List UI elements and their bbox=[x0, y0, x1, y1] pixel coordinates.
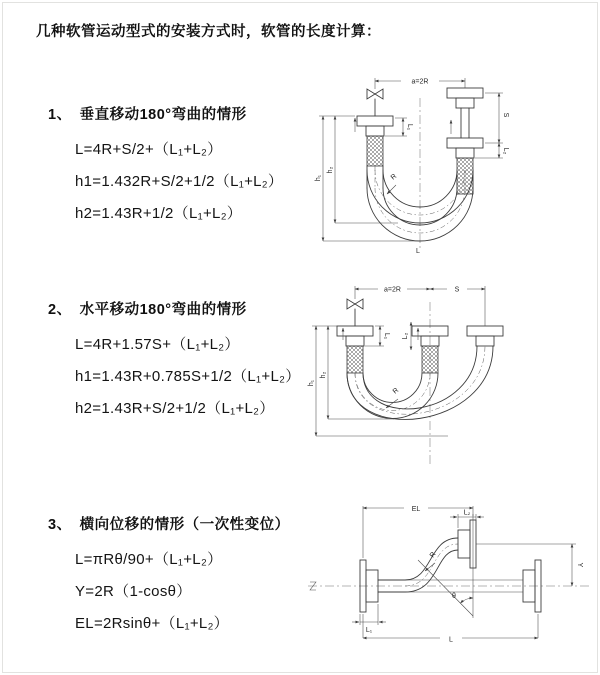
dim-label-s: S bbox=[454, 286, 460, 294]
label-r: R bbox=[391, 386, 401, 396]
section-3-heading-text: 横向位移的情形（一次性变位） bbox=[79, 517, 290, 533]
dim-label-l1: L₁ bbox=[383, 332, 390, 340]
dim-label-y: Y bbox=[576, 562, 583, 568]
section-1-number: 1、 bbox=[48, 107, 72, 123]
formula-length: L=4R+1.57S+（L₁+L₂） bbox=[75, 336, 240, 353]
label-r: R bbox=[389, 172, 399, 182]
dimension-a2r bbox=[355, 286, 485, 326]
dimension-l2 bbox=[499, 143, 509, 158]
valve-icon bbox=[367, 89, 383, 116]
diagram-2-svg bbox=[298, 278, 598, 473]
dim-label-l2: L₂ bbox=[463, 509, 471, 517]
left-flange-fitting bbox=[357, 116, 393, 166]
section-3-number: 3、 bbox=[48, 517, 72, 533]
braided-hose-section bbox=[367, 136, 383, 166]
radius-callout bbox=[387, 173, 398, 194]
diagram-vertical-180-bend bbox=[303, 70, 590, 258]
dim-label-a2r: a=2R bbox=[384, 286, 401, 294]
dimension-h2 bbox=[327, 116, 398, 223]
section-2-heading-text: 水平移动180°弯曲的情形 bbox=[79, 302, 247, 318]
radius-callout bbox=[386, 387, 400, 408]
braided-hose-section bbox=[422, 346, 438, 373]
section-2-heading bbox=[48, 298, 301, 319]
left-flange-fitting bbox=[337, 326, 373, 373]
section-3 bbox=[48, 513, 290, 640]
formula-length: L=4R+S/2+（L₁+L₂） bbox=[75, 141, 223, 158]
dimension-l2 bbox=[402, 322, 411, 350]
diagram-1-svg bbox=[303, 70, 590, 258]
dimension-a2r bbox=[375, 78, 465, 89]
dim-label-h2: h₂ bbox=[320, 371, 327, 379]
formula-h1: h1=1.432R+S/2+1/2（L₁+L₂） bbox=[75, 173, 284, 190]
dimension-l1 bbox=[385, 118, 413, 136]
section-1-heading bbox=[48, 103, 283, 124]
section-2-number: 2、 bbox=[48, 302, 72, 318]
displaced-flange-fitting bbox=[458, 520, 476, 568]
dim-label-l2: L₂ bbox=[502, 147, 509, 155]
label-r: R bbox=[428, 550, 438, 560]
middle-flange-fitting bbox=[412, 326, 448, 373]
dimension-l bbox=[363, 614, 538, 644]
formula-length: L=πRθ/90+（L₁+L₂） bbox=[75, 551, 223, 568]
dim-label-s: S bbox=[502, 112, 509, 118]
dim-label-l1: L₁ bbox=[406, 123, 413, 131]
page-title: 几种软管运动型式的安装方式时，软管的长度计算： bbox=[36, 24, 381, 40]
label-theta: θ bbox=[452, 593, 456, 600]
braided-hose-section bbox=[347, 346, 363, 373]
section-3-heading bbox=[48, 513, 290, 534]
formula-el: EL=2Rsinθ+（L₁+L₂） bbox=[75, 615, 229, 632]
dim-label-h1: h₁ bbox=[308, 379, 315, 387]
diagram-horizontal-180-bend bbox=[298, 278, 598, 473]
angle-theta bbox=[452, 593, 473, 603]
dimension-s bbox=[430, 287, 485, 294]
dim-label-l1: L₁ bbox=[365, 627, 373, 634]
section-1-heading-text: 垂直移动180°弯曲的情形 bbox=[79, 107, 247, 123]
hose-s-curve bbox=[405, 538, 458, 592]
radius-callout bbox=[425, 551, 438, 571]
dim-label-l: L bbox=[449, 636, 453, 644]
diagram-lateral-displacement bbox=[300, 498, 595, 648]
dimension-h1 bbox=[308, 326, 448, 436]
section-1 bbox=[48, 103, 283, 230]
label-l: L bbox=[416, 248, 420, 255]
section-2 bbox=[48, 298, 301, 425]
formula-h2: h2=1.43R+S/2+1/2（L₁+L₂） bbox=[75, 400, 275, 417]
dim-label-h1: h₁ bbox=[315, 174, 322, 182]
dim-label-a2r: a=2R bbox=[411, 78, 429, 86]
dim-label-l2: L₂ bbox=[402, 332, 409, 340]
formula-y: Y=2R（1-cosθ） bbox=[75, 583, 192, 600]
dim-label-h2: h₂ bbox=[327, 166, 334, 174]
right-flange-fitting bbox=[467, 326, 503, 346]
hose-u-bend bbox=[347, 373, 438, 419]
dimension-l2 bbox=[450, 510, 484, 529]
dimension-l1 bbox=[352, 604, 386, 634]
formula-h2: h2=1.43R+1/2（L₁+L₂） bbox=[75, 205, 243, 222]
diagram-3-svg bbox=[300, 498, 595, 648]
dim-label-el: EL bbox=[411, 506, 421, 513]
dimension-y bbox=[476, 544, 583, 586]
formula-h1: h1=1.43R+0.785S+1/2（L₁+L₂） bbox=[75, 368, 301, 385]
